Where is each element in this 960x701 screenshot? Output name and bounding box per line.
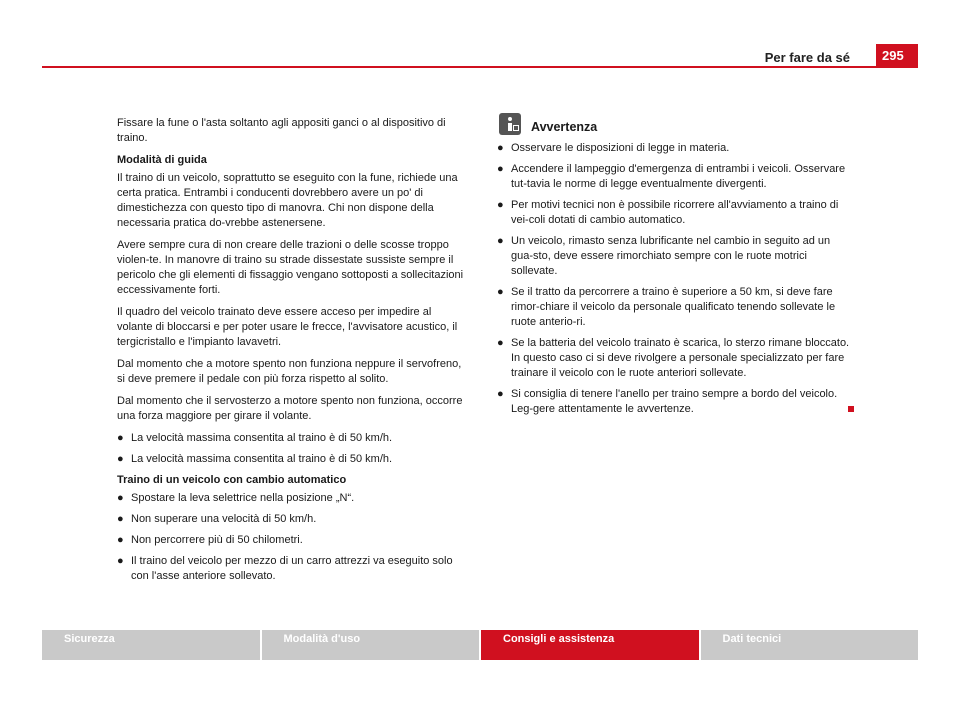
list-item	[117, 554, 469, 584]
tab-consigli-assistenza[interactable]: Consigli e assistenza	[481, 630, 699, 660]
page-title: Per fare da sé	[764, 50, 850, 65]
list-item-text: Non superare una velocità di 50 km/h.	[131, 513, 317, 525]
list-item	[497, 234, 854, 279]
list-item	[117, 512, 469, 527]
bullet-icon: ●	[497, 388, 504, 400]
list-item	[117, 452, 469, 467]
list-item	[497, 198, 854, 228]
paragraph: Dal momento che a motore spento non funziona neppure il servofreno, si deve premere il pedale con più forza rispetto al solito.	[117, 358, 462, 385]
bullet-icon: ●	[117, 534, 124, 546]
list-item-text: Spostare la leva selettrice nella posizione „N“.	[131, 492, 355, 504]
warning-title: Avvertenza	[531, 120, 598, 134]
paragraph: Il quadro del veicolo trainato deve essere acceso per impedire al volante di bloccarsi e per poter usare le frecce, l'avvisatore acustico, il tergicristallo e l'impianto lavavetri.	[117, 306, 458, 348]
list-item	[497, 387, 854, 417]
end-marker-icon	[848, 406, 854, 412]
paragraph: Fissare la fune o l'asta soltanto agli appositi ganci o al dispositivo di traino.	[117, 117, 446, 144]
paragraph: Avere sempre cura di non creare delle trazioni o delle scosse troppo violen-te. In manovre di traino su strade dissestate sussiste sempre il pericolo che gli elementi di fissaggio vengano sottoposti a sollecitazioni eccessivamente forti.	[117, 239, 464, 296]
tab-sicurezza[interactable]: Sicurezza	[42, 630, 260, 660]
section-heading: Modalità di guida	[117, 154, 207, 166]
page-number: 295	[876, 44, 918, 68]
header-rule	[42, 66, 918, 68]
bullet-icon: ●	[497, 163, 504, 175]
info-icon	[499, 113, 521, 135]
list-item	[117, 431, 469, 446]
tab-modalita-uso[interactable]: Modalità d'uso	[262, 630, 480, 660]
warning-box	[497, 113, 854, 423]
bullet-icon: ●	[497, 199, 504, 211]
list-item	[497, 285, 854, 330]
bullet-icon: ●	[497, 235, 504, 247]
list-item	[117, 491, 469, 506]
tab-dati-tecnici[interactable]: Dati tecnici	[701, 630, 919, 660]
list-item-text: Se la batteria del veicolo trainato è scarica, lo sterzo rimane bloccato. In questo caso ci si deve rivolgere a personale specializzato per fare trainare il veicolo con le ruote anteriori sollevate.	[511, 337, 850, 379]
bullet-icon: ●	[117, 453, 124, 465]
list-item-text: Si consiglia di tenere l'anello per traino sempre a bordo del veicolo. Leg-gere attentamente le avvertenze.	[511, 388, 838, 415]
bullet-icon: ●	[497, 337, 504, 349]
bullet-icon: ●	[117, 432, 124, 444]
bullet-icon: ●	[497, 286, 504, 298]
footer-nav	[42, 630, 918, 660]
section-heading: Traino di un veicolo con cambio automatico	[117, 474, 347, 486]
list-item	[117, 533, 469, 548]
paragraph: Dal momento che il servosterzo a motore spento non funziona, occorre una forza maggiore per girare il volante.	[117, 395, 463, 422]
bullet-icon: ●	[117, 555, 124, 567]
list-item-text: Accendere il lampeggio d'emergenza di entrambi i veicoli. Osservare tut-tavia le norme di legge eventualmente divergenti.	[511, 163, 846, 190]
list-item	[497, 336, 854, 381]
list-item-text: Per motivi tecnici non è possibile ricorrere all'avviamento a traino di vei-coli dotati di cambio automatico.	[511, 199, 839, 226]
paragraph: Il traino di un veicolo, soprattutto se eseguito con la fune, richiede una certa pratica. Entrambi i conducenti dovrebbero avere un po' di dimestichezza con questo tipo di manovra. Chi non dispone della necessaria pratica do-vrebbe astenersene.	[117, 172, 458, 229]
left-column	[117, 116, 469, 590]
bullet-icon: ●	[117, 513, 124, 525]
bullet-icon: ●	[497, 142, 504, 154]
list-item-text: Se il tratto da percorrere a traino è superiore a 50 km, si deve fare rimor-chiare il veicolo da personale qualificato tenendo sollevate le ruote anterio-ri.	[511, 286, 836, 328]
list-item-text: Il traino del veicolo per mezzo di un carro attrezzi va eseguito solo con l'asse anteriore sollevato.	[131, 555, 453, 582]
list-item-text: Osservare le disposizioni di legge in materia.	[511, 142, 730, 154]
list-item-text: La velocità massima consentita al traino è di 50 km/h.	[131, 432, 393, 444]
warning-header	[497, 113, 854, 135]
list-item	[497, 162, 854, 192]
list-item-text: Non percorrere più di 50 chilometri.	[131, 534, 303, 546]
list-item	[497, 141, 854, 156]
list-item-text: La velocità massima consentita al traino è di 50 km/h.	[131, 453, 393, 465]
bullet-icon: ●	[117, 492, 124, 504]
list-item-text: Un veicolo, rimasto senza lubrificante nel cambio in seguito ad un gua-sto, deve essere rimorchiato sempre con le ruote motrici sollevate.	[511, 235, 831, 277]
